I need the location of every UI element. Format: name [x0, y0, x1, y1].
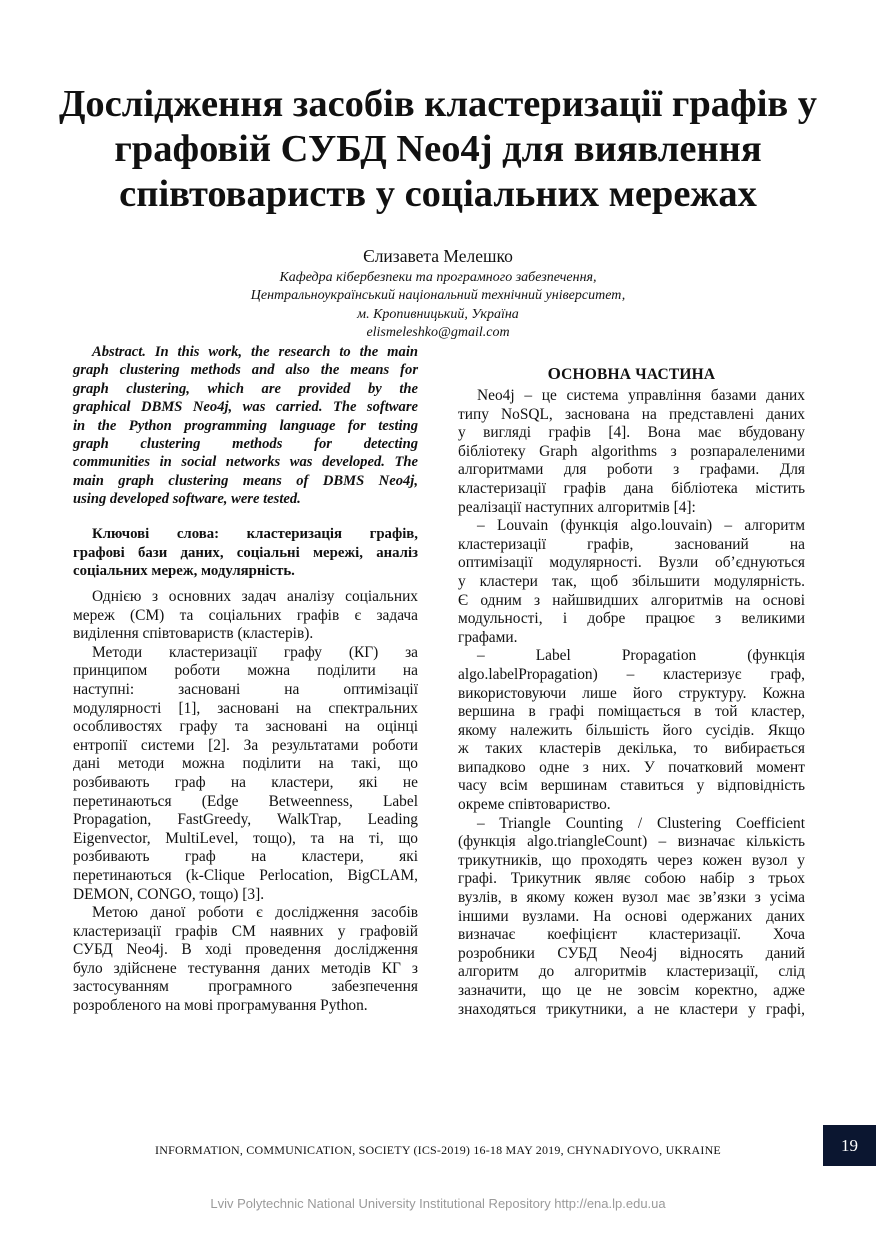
text-line: алгоритмами для роботи з графами. Для	[458, 461, 805, 479]
text-line: розбивають граф на кластери, які не	[73, 773, 418, 791]
title-line: Дослідження засобів кластеризації графів у	[58, 83, 818, 125]
affiliation	[0, 269, 876, 342]
text-line: мереж (СМ) та соціальних графів є задача	[73, 606, 418, 624]
text-line: Метою даної роботи є дослідження засобів	[92, 904, 418, 922]
author-name: Єлизавета Мелешко	[363, 246, 513, 266]
text-line: дані методи можна поділити на такі, що	[73, 755, 418, 773]
keywords-line: соціальних мереж, модулярність.	[73, 563, 295, 580]
paragraph	[458, 517, 805, 647]
text-line: розробленого на мові програмування Python.	[73, 997, 368, 1015]
section-heading	[458, 364, 805, 384]
keywords-line: графові бази даних, соціальні мережі, аналіз	[73, 544, 418, 561]
paragraph	[458, 815, 805, 1020]
text-line: алгоритм до алгоритмів кластеризації, слід	[458, 963, 805, 981]
right-column-body	[458, 387, 805, 1019]
text-line: зазначити, що це не зовсім коректно, адже	[458, 982, 805, 999]
text-line: Neo4j – це система управління базами даних	[477, 387, 805, 404]
text-line: ентропії системи [2]. За результатами роботи	[73, 736, 418, 754]
paragraph	[458, 647, 805, 814]
title-line: графовій СУБД Neo4j для виявлення	[114, 128, 762, 170]
text-line: окреме співтовариство.	[458, 796, 611, 814]
text-line: (функція algo.triangleCount) – визначає кількість	[458, 833, 805, 851]
text-line: у кластери так, щоб збільшити модулярність.	[458, 572, 805, 590]
text-line: реалізації наступних алгоритмів [4]:	[458, 498, 696, 516]
text-line: оптимізації модулярності. Вузли об’єднуються	[458, 554, 805, 572]
abstract-line: graph clustering methods for detecting	[73, 436, 418, 453]
paragraph	[73, 644, 418, 904]
text-line: вузлів, в якому кожен вузол має зв’язки з усіма	[458, 889, 805, 907]
abstract-line: main graph clustering means of DBMS Neo4j,	[73, 472, 418, 489]
text-line: Eigenvector, MultiLevel, тощо), та на ті, що	[73, 829, 418, 847]
text-line: часу всім вершинам ставиться у відповідність	[458, 777, 805, 795]
text-line: algo.labelPropagation) – кластеризує граф,	[458, 665, 805, 683]
repository-watermark: Lviv Polytechnic National University Institutional Repository http://ena.lp.edu.ua	[210, 1196, 666, 1211]
text-line: було здійснене тестування даних методів КГ з	[73, 959, 418, 977]
text-line: випадково одне з них. У початковий момент	[458, 758, 805, 776]
text-line: графі. Трикутник являє собою набір з трьох	[458, 870, 805, 888]
text-line: вершина в графі поміщається в той кластер,	[458, 703, 805, 721]
abstract-line: Abstract. In this work, the research to the main	[92, 344, 418, 360]
text-line: кластеризації графів СМ наявних у графовій	[73, 922, 418, 940]
text-line: модулярності [1], засновані на спектральних	[73, 699, 418, 717]
text-line: DEMON, CONGO, тощо) [3].	[73, 885, 265, 903]
author-email: elismeleshko@gmail.com	[366, 324, 510, 340]
text-line: якому належить більшість його сусідів. Якщо	[458, 721, 805, 739]
abstract-line: communities in social networks was developed. The	[73, 454, 418, 471]
text-line: іншими вузлами. На основі одержаних даних	[458, 907, 805, 925]
text-line: Методи кластеризації графу (КГ) за	[92, 643, 418, 661]
text-line: знаходяться трикутники, а не кластери у графі,	[458, 1000, 805, 1018]
text-line: модульності, і добре працює з великими	[458, 610, 805, 628]
text-line: Однією з основних задач аналізу соціальних	[92, 588, 418, 605]
text-line: Propagation, FastGreedy, WalkTrap, Leading	[73, 811, 418, 829]
abstract-line: graph clustering, which are provided by the	[73, 380, 418, 397]
text-line: наступні: засновані на оптимізації	[73, 680, 418, 698]
text-line: трикутників, що проходять через кожен вузол у	[458, 851, 805, 869]
text-line: у вигляді графів [4]. Вона має вбудовану	[458, 424, 805, 442]
text-line: розбивають граф на кластери, які	[73, 848, 418, 866]
text-line: виділення співтовариств (кластерів).	[73, 625, 314, 643]
abstract-line: graph clustering methods and also the means for	[73, 362, 418, 379]
conference-footer: INFORMATION, COMMUNICATION, SOCIETY (ICS-2019) 16-18 MAY 2019, CHYNADIYOVO, UKRAINE	[155, 1143, 721, 1157]
text-line: ж таких кластерів декілька, то вибирається	[458, 740, 805, 758]
text-line: використовуючи лише його структуру. Кожна	[458, 684, 805, 702]
abstract-line: using developed software, were tested.	[73, 491, 301, 508]
text-line: застосуванням програмного забезпечення	[73, 978, 418, 996]
text-line: типу NoSQL, заснована на представлені даних	[458, 405, 805, 423]
abstract	[73, 343, 418, 509]
left-column-body	[73, 588, 418, 1016]
text-line: принципом роботи можна поділити на	[73, 662, 418, 680]
title-line: співтовариств у соціальних мережах	[119, 173, 757, 215]
text-line: – Triangle Counting / Clustering Coefficient	[477, 814, 805, 832]
section-heading-rest: СНОВНА ЧАСТИНА	[561, 366, 716, 383]
paragraph	[73, 904, 418, 1016]
text-line: перетинаються (Edge Betweenness, Label	[73, 792, 418, 810]
text-line: особливостях графу та засновані на оцінці	[73, 718, 418, 736]
text-line: графами.	[458, 628, 518, 646]
keywords	[73, 525, 418, 581]
paragraph	[73, 588, 418, 644]
abstract-line: graphical DBMS Neo4j, was carried. The software	[73, 399, 418, 416]
affiliation-line: м. Кропивницький, Україна	[357, 306, 519, 322]
text-line: розробники СУБД Neo4j відносять даний	[458, 944, 805, 962]
text-line: визначає коефіцієнт кластеризації. Хоча	[458, 926, 805, 944]
paragraph	[458, 387, 805, 517]
text-line: Є одним з найшвидших алгоритмів на основі	[458, 591, 805, 609]
text-line: кластеризації графів дана бібліотека містить	[458, 479, 805, 497]
text-line: – Louvain (функція algo.louvain) – алгоритм	[477, 517, 805, 535]
text-line: СУБД Neo4j. В ході проведення дослідження	[73, 941, 418, 959]
page-number: 19	[823, 1125, 876, 1166]
text-line: кластеризації графів, заснований на	[458, 535, 805, 553]
abstract-line: in the Python programming language for testing	[73, 417, 418, 434]
text-line: бібліотеку Graph algorithms з розпаралеленими	[458, 442, 805, 460]
affiliation-line: Центральноукраїнський національний технічний університет,	[250, 288, 626, 304]
affiliation-line: Кафедра кібербезпеки та програмного забезпечення,	[279, 270, 597, 285]
text-line: перетинаються (k-Clique Perlocation, BigCLAM,	[73, 866, 418, 884]
section-heading-initial: О	[547, 364, 562, 383]
paper-title	[40, 82, 836, 217]
keywords-line: Ключові слова: кластеризація графів,	[92, 526, 418, 542]
text-line: – Label Propagation (функція	[477, 647, 805, 665]
